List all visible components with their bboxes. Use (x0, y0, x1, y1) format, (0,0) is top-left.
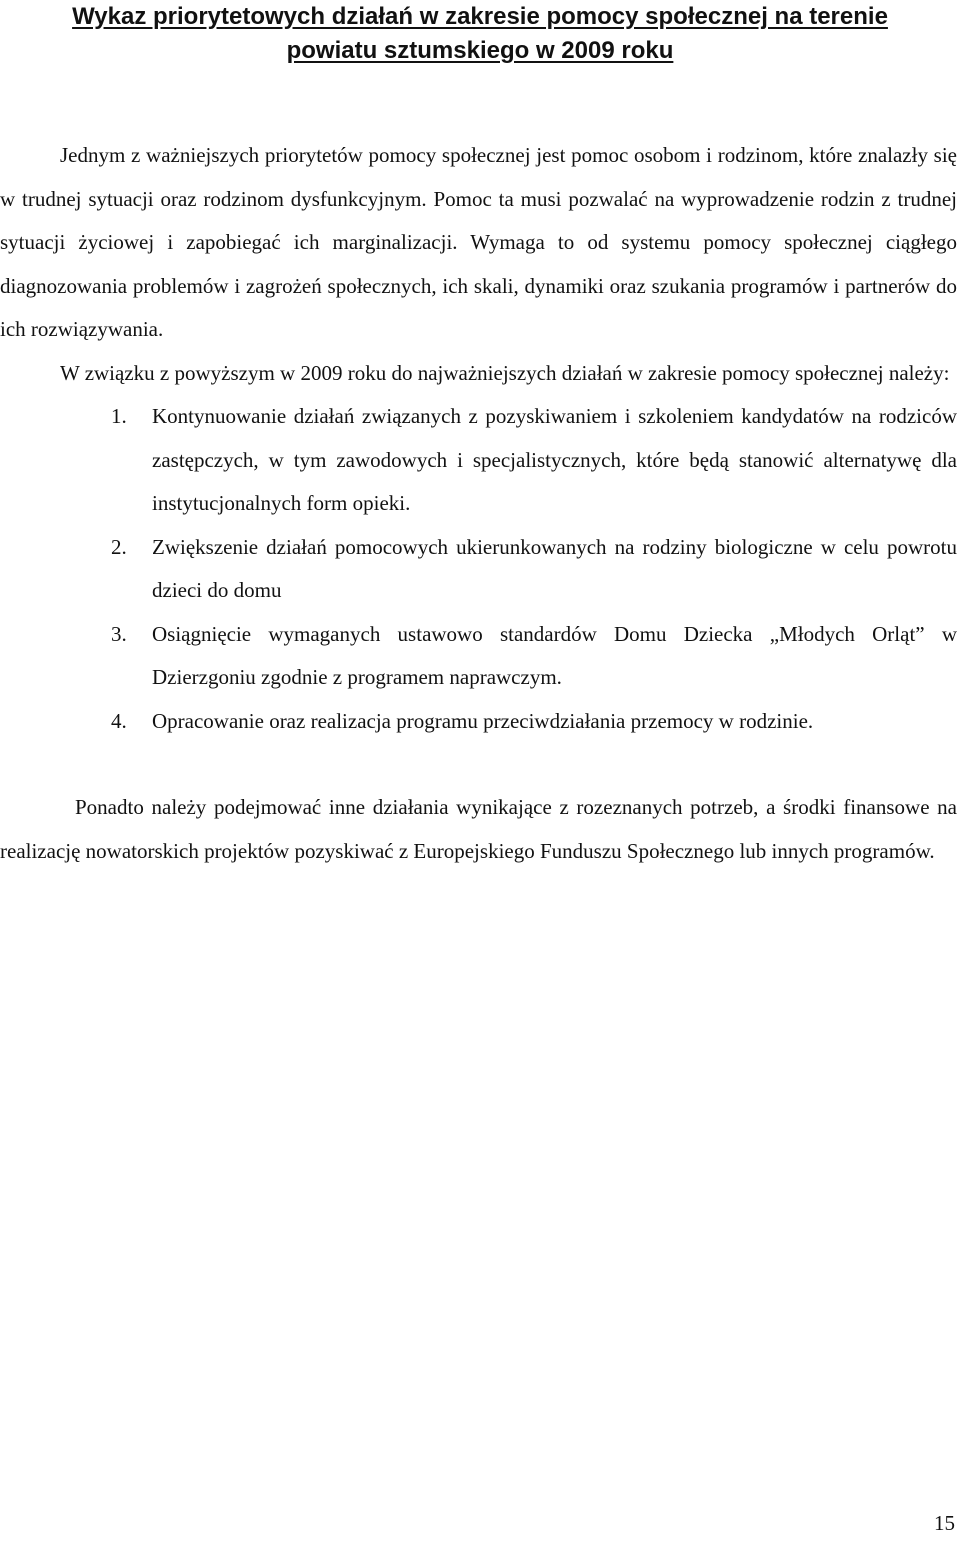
list-item-number: 1. (111, 404, 127, 428)
title-line-1: Wykaz priorytetowych działań w zakresie pomocy społecznej na terenie (72, 3, 888, 30)
intro-paragraph: Jednym z ważniejszych priorytetów pomocy społecznej jest pomoc osobom i rodzinom, które znalazły się w trudnej sytuacji oraz rodzinom dysfunkcyjnym. Pomoc ta musi pozwalać na wyprowadzenie rodzin z trudnej sytuacji życiowej i zapobiegać ich marginalizacji. Wymaga to od systemu pomocy społecznej ciągłego diagnozowania problemów i zagrożeń społecznych, ich skali, dynamiki oraz szukania programów i partnerów do ich rozwiązywania. (0, 143, 957, 341)
page-title (0, 0, 960, 68)
closing-paragraph: Ponadto należy podejmować inne działania wynikające z rozeznanych potrzeb, a środki finansowe na realizację nowatorskich projektów pozyskiwać z Europejskiego Funduszu Społecznego lub innych programów. (0, 795, 957, 863)
list-item-number: 3. (111, 621, 127, 646)
lead-paragraph: W związku z powyższym w 2009 roku do najważniejszych działań w zakresie pomocy społecznej należy: (60, 360, 950, 385)
list-item-number: 2. (111, 534, 127, 559)
page-number: 15 (934, 1511, 955, 1535)
priority-list (0, 395, 957, 743)
list-item-text: Osiągnięcie wymaganych ustawowo standardów Domu Dziecka „Młodych Orląt” w Dzierzgoniu zgodnie z programem naprawczym. (152, 621, 957, 689)
list-item-text: Opracowanie oraz realizacja programu przeciwdziałania przemocy w rodzinie. (152, 708, 814, 733)
list-item (111, 613, 957, 700)
title-line-2: powiatu sztumskiego w 2009 roku (286, 37, 674, 64)
document-body (0, 134, 957, 873)
list-item-text: Kontynuowanie działań związanych z pozyskiwaniem i szkoleniem kandydatów na rodziców zastępczych, w tym zawodowych i specjalistycznych, które będą stanowić alternatywę dla instytucjonalnych form opieki. (152, 404, 957, 515)
list-item-text: Zwiększenie działań pomocowych ukierunkowanych na rodziny biologiczne w celu powrotu dzieci do domu (152, 534, 957, 602)
list-item (111, 700, 957, 744)
list-item (111, 526, 957, 613)
list-item-number: 4. (111, 708, 127, 733)
list-item (111, 395, 957, 526)
